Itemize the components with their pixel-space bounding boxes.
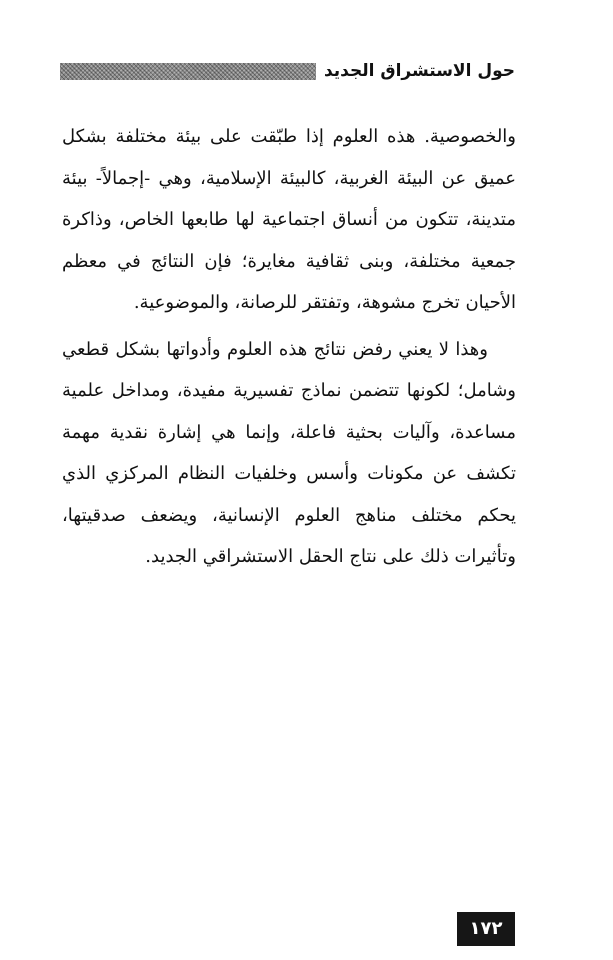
paragraph: وهذا لا يعني رفض نتائج هذه العلوم وأدواتها بشكل قطعي وشامل؛ لكونها تتضمن نماذج تفسيرية مفيدة، ومداخل علمية مساعدة، وآليات بحثية فاعلة، وإنما هي إشارة نقدية مهمة تكشف عن مكونات وأسس وخلفيات النظام المركزي الذي يحكم مختلف مناهج العلوم الإنسانية، ويضعف صدقيتها، وتأثيرات ذلك على نتاج الحقل الاستشراقي الجديد. (62, 338, 516, 567)
page-number: ١٧٢ (457, 912, 515, 946)
header-title: حول الاستشراق الجديد (323, 61, 515, 81)
header-decorative-bar (60, 63, 316, 80)
running-header (60, 58, 515, 84)
body-text (62, 116, 516, 578)
paragraph: والخصوصية. هذه العلوم إذا طبّقت على بيئة مختلفة بشكل عميق عن البيئة الغربية، كالبيئة الإسلامية، وهي -إجمالاً- بيئة متدينة، تتكون من أنساق اجتماعية لها طابعها الخاص، وذاكرة جمعية مختلفة، وبنى ثقافية مغايرة؛ فإن النتائج في معظم الأحيان تخرج مشوهة، وتفتقر للرصانة، والموضوعية. (62, 126, 516, 313)
